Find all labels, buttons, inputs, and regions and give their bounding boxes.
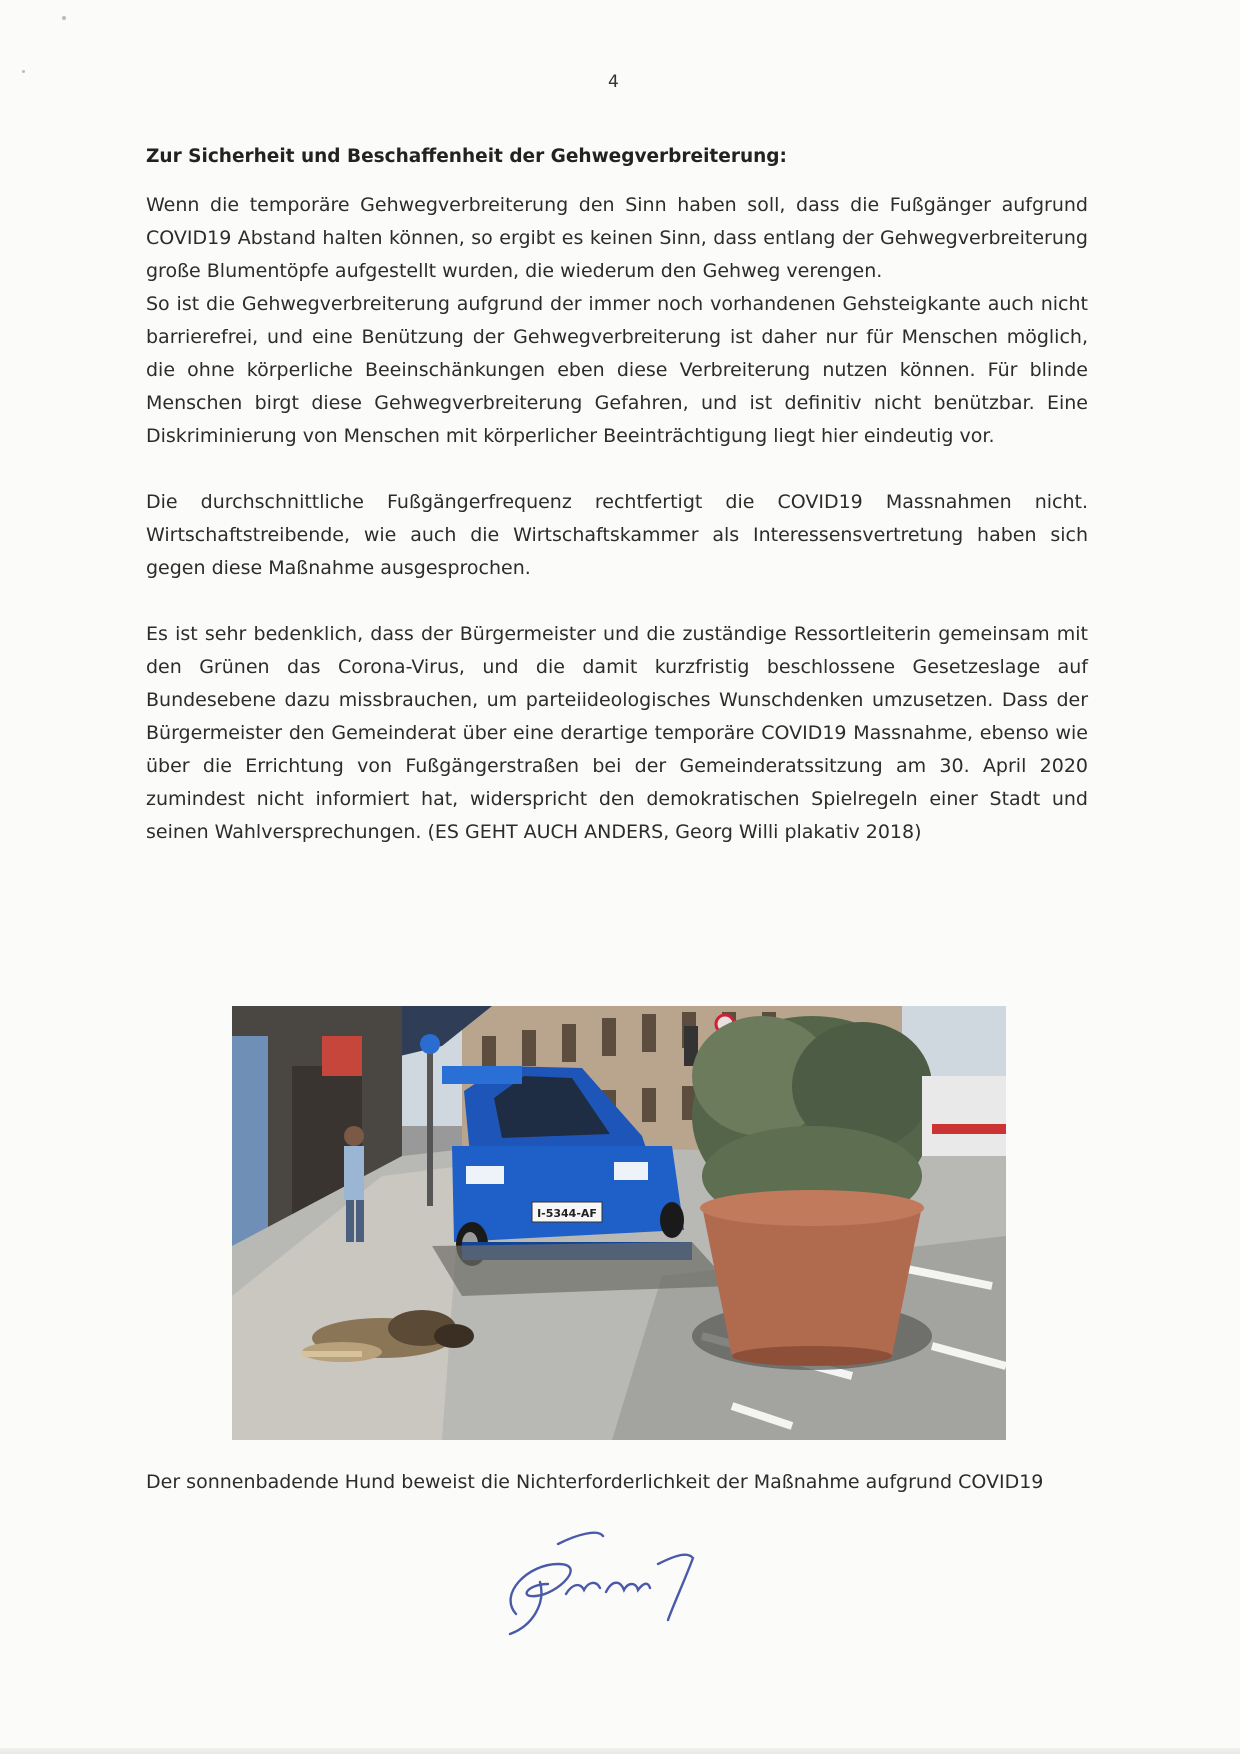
section-heading: Zur Sicherheit und Beschaffenheit der Gehwegverbreiterung: xyxy=(146,146,787,167)
scan-edge xyxy=(0,1748,1240,1754)
license-plate-text: I-5344-AF xyxy=(537,1207,597,1220)
signature xyxy=(488,1524,728,1644)
street-photo-illustration xyxy=(232,1006,1006,1440)
street-photo xyxy=(232,1006,1006,1440)
photo-caption: Der sonnenbadende Hund beweist die Nichterforderlichkeit der Maßnahme aufgrund COVID19 xyxy=(146,1471,1044,1493)
paragraph: So ist die Gehwegverbreiterung aufgrund der immer noch vorhandenen Gehsteigkante auch nicht barrierefrei, und eine Benützung der Gehwegverbreiterung ist daher nur für Menschen möglich, die ohne körperliche Beeinschänkungen eben diese Verbreiterung nutzen können. Für blinde Menschen birgt diese Gehwegverbreiterung Gefahren, und ist definitiv nicht benützbar. Eine Diskriminierung von Menschen mit körperlicher Beeinträchtigung liegt hier eindeutig vor. xyxy=(146,293,1088,447)
paragraph: Die durchschnittliche Fußgängerfrequenz rechtfertigt die COVID19 Massnahmen nicht. Wirtschaftstreibende, wie auch die Wirtschaftskammer als Interessensvertretung haben sich gegen diese Maßnahme ausgesprochen. xyxy=(146,491,1088,579)
page-number: 4 xyxy=(608,72,619,92)
document-body xyxy=(146,146,1088,849)
paragraph: Wenn die temporäre Gehwegverbreiterung den Sinn haben soll, dass die Fußgänger aufgrund COVID19 Abstand halten können, so ergibt es keinen Sinn, dass entlang der Gehwegverbreiterung große Blumentöpfe aufgestellt wurden, die wiederum den Gehweg verengen. xyxy=(146,194,1088,282)
paragraph: Es ist sehr bedenklich, dass der Bürgermeister und die zuständige Ressortleiterin gemeinsam mit den Grünen das Corona-Virus, und die damit kurzfristig beschlossene Gesetzeslage auf Bundesebene dazu missbrauchen, um parteiideologisches Wunschdenken umzusetzen. Dass der Bürgermeister den Gemeinderat über eine derartige temporäre COVID19 Massnahme, ebenso wie über die Errichtung von Fußgängerstraßen bei der Gemeinderatssitzung am 30. April 2020 zumindest nicht informiert hat, widerspricht den demokratischen Spielregeln einer Stadt und seinen Wahlversprechungen. (ES GEHT AUCH ANDERS, Georg Willi plakativ 2018) xyxy=(146,623,1088,843)
handwritten-signature xyxy=(488,1524,728,1644)
flower-pot xyxy=(692,1016,932,1366)
scan-speck xyxy=(22,70,25,73)
scan-speck xyxy=(62,16,66,20)
